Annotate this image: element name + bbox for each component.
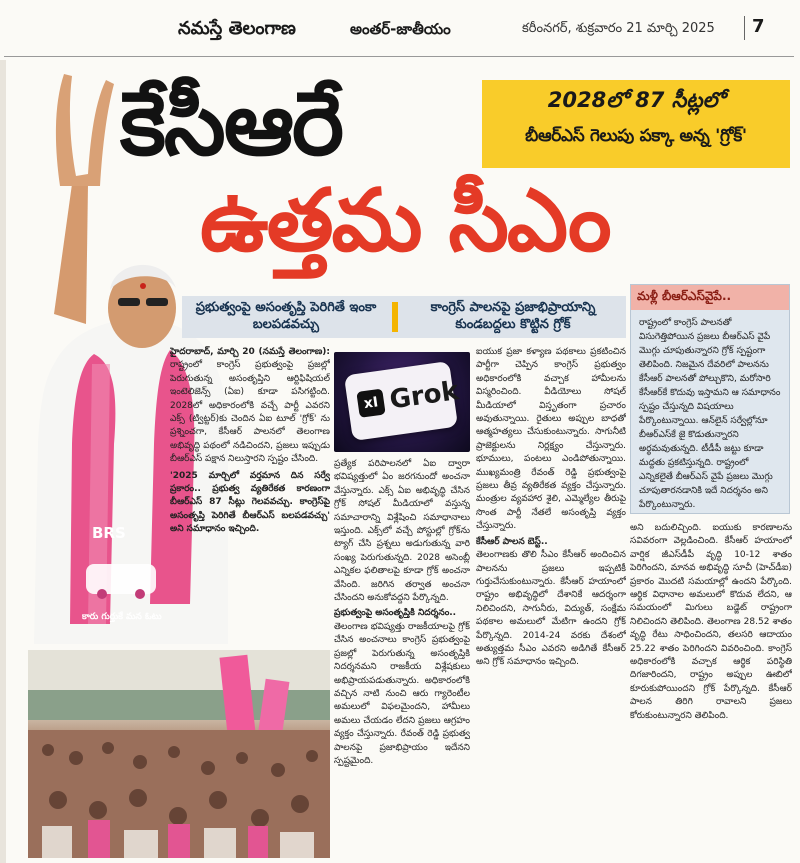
page-edge	[0, 60, 6, 863]
article-dateline: హైదరాబాద్, మార్చి 20 (నమస్తే తెలంగాణ):	[170, 347, 330, 357]
highlight-line-2: బీఆర్ఎస్ గెలుపు పక్కా అన్న 'గ్రోక్'	[525, 126, 747, 146]
page-number: 7	[752, 16, 765, 37]
phone-screen	[344, 361, 461, 441]
highlight-line-1: 2028లో 87 సీట్లలో	[547, 88, 725, 112]
dateline: కరీంనగర్, శుక్రవారం 21 మార్చి 2025	[522, 21, 715, 36]
grok-logo-icon: xI	[356, 389, 385, 418]
headline-line-1: కేసీఆరే	[120, 72, 343, 175]
article-col2-text-2: తెలంగాణ భవిష్యత్తు రాజకీయాలపై గ్రోక్ చేసిన అంచనాలు కాంగ్రెస్ ప్రభుత్వంపై ప్రజల్లో పెరుగుతున్న అసంతృప్తికి నిదర్శనమని రాజకీయ విశ్లేషకులు అభిప్రాయపడుతున్నారు. అధికారంలోకి వచ్చిన నాటి నుంచి ఆరు గ్యారెంటీల అమలులో విఫలమైందని, హామీలు అమలు చేయడం లేదని ప్రజలు ఆగ్రహం వ్యక్తం చేస్తున్నారు. రేవంత్ రెడ్డి ప్రభుత్వ పాలనపై ప్రజాభిప్రాయం ఇదేనని స్పష్టమైంది.	[334, 621, 470, 766]
masthead	[0, 0, 800, 56]
subheading-divider	[392, 302, 398, 332]
masthead-separator	[744, 16, 745, 40]
grok-wordmark: Grok	[387, 376, 461, 416]
article-col2-text: ప్రత్యేక పరిపాలనలో ఏఐ ద్వారా భవిష్యత్తులో ఏం జరగనుందో అంచనా వేస్తున్నారు. ఎక్స్ ఏఐ అభివృద్ధి చేసిన గ్రోక్ సోషల్ మీడియాలో వస్తున్న సమాచారాన్ని విశ్లేషించి సమాధానాలు ఇస్తుంది. ఎక్స్‌లో వచ్చే పోస్టుల్లో గ్రోక్‌ను ట్యాగ్ చేసి ప్రశ్నలు అడుగుతున్న వారి సంఖ్య పెరుగుతున్నది. 2028 అసెంబ్లీ ఎన్నికల ఫలితాలపై కూడా గ్రోక్ అంచనా వేసింది. జరిగిన తర్వాత అంచనా చేసిందని అనుకోవద్దని పేర్కొన్నది.	[334, 459, 470, 604]
article-col3-text-2: తెలంగాణకు తొలి సీఎం కేసీఆర్ అందించిన పాలనను ప్రజలు ఇప్పటికీ గుర్తుచేసుకుంటున్నారు. కేసీఆర్ హయాంలో రాష్ట్రం అభివృద్ధిలో దేశానికే ఆదర్శంగా నిలిచిందని, సాగునీరు, విద్యుత్, సంక్షేమ పథకాల అమలులో మేటిగా ఉందని గ్రోక్ పేర్కొన్నది. 2014-24 వరకు దేశంలో అత్యుత్తమ సీఎం ఎవరని అడిగితే కేసీఆర్ అని గ్రోక్ సమాధానం ఇచ్చింది.	[476, 550, 626, 668]
newspaper-brand: నమస్తే తెలంగాణ	[178, 18, 296, 39]
article-column-1	[170, 346, 330, 650]
subheading-bar	[182, 296, 626, 338]
crowd-photo	[28, 650, 330, 858]
article-col3-text: ఐయుక ప్రజా కళ్యాణ పథకాలు ప్రకటించిన పార్టీగా చెప్పిన కాంగ్రెస్ ప్రభుత్వం అధికారంలోకి వచ్చాక హామీలను విస్మరించింది. వీడియోలు సోషల్ మీడియాలో విస్తృతంగా ప్రచారం అవుతున్నాయి. రైతులు అప్పుల బాధతో ఆత్మహత్యలు చేసుకుంటున్నారు. సాగునీటి ప్రాజెక్టులను నిర్లక్ష్యం చేస్తున్నారు. భూములు, పంటలు ఎండిపోతున్నాయి. ముఖ్యమంత్రి రేవంత్ రెడ్డి ప్రభుత్వంపై ప్రజలు తీవ్ర వ్యతిరేకత వ్యక్తం చేస్తున్నారు. మంత్రుల వ్యవహార శైలి, ఎమ్మెల్యేల తీరుపై సొంత పార్టీ నేతలే అసంతృప్తి వ్యక్తం చేస్తున్నారు.	[476, 347, 626, 532]
masthead-rule	[4, 56, 794, 57]
subheading-left: ప్రభుత్వంపై అసంతృప్తి పెరిగితే ఇంకా బలపడవచ్చు	[195, 300, 377, 332]
grok-photo	[334, 352, 470, 452]
sidebar-heading: మళ్లీ బీఆర్ఎస్‌వైపే..	[631, 285, 789, 310]
article-column-2	[334, 458, 470, 858]
subheading-right: కాంగ్రెస్ పాలనపై ప్రజాభిప్రాయాన్ని కుండబద్దలు కొట్టిన గ్రోక్	[430, 300, 596, 332]
headline-line-2: ఉత్తమ సీఎం	[200, 171, 610, 271]
crowd-illustration	[28, 650, 330, 858]
article-intro: రాష్ట్రంలో కాంగ్రెస్ ప్రభుత్వంపై ప్రజల్లో పెరుగుతున్న అసంతృప్తిని ఆర్టిఫిషియల్ ఇంటెలిజెన్స్ (ఏఐ) కూడా పసిగట్టింది. 2028లో అధికారంలోకి వచ్చే పార్టీ ఎవరని ఎక్స్ (ట్విట్టర్)కు చెందిన ఏఐ టూల్ 'గ్రోక్' ను ప్రశ్నించగా, కేసీఆర్ పాలనలో తెలంగాణ అభివృద్ధి పథంలో నడిచిందని, ప్రజలు ఇప్పుడు బీఆర్ఎస్ పక్షాన నిలుస్తారని స్పష్టం చేసింది.	[170, 360, 330, 465]
article-quote: '2025 మార్చిలో వర్తమాన దిన సర్వే ప్రకారం.. ప్రభుత్వ వ్యతిరేకత కారణంగా బీఆర్ఎస్ 87 సీట్లు గెలవవచ్చు. కాంగ్రెస్‌పై అసంతృప్తి పెరిగితే బీఆర్ఎస్ బలపడవచ్చు' అని సమాధానం ఇచ్చింది.	[170, 470, 330, 535]
sidebar-body: రాష్ట్రంలో కాంగ్రెస్ పాలనతో విసుగెత్తిపోయిన ప్రజలు బీఆర్ఎస్ వైపే మొగ్గు చూపుతున్నారని గ్రోక్ స్పష్టంగా తెలిపింది. నిజమైన దేవరిలో పాలనను కేసీఆర్ పాలనతో పోల్చుకొని, మరోసారి కేసీఆర్‌కే కొదువు ఇస్తామని ఆ సమాధానం స్పష్టం చేస్తున్నది విషయాలు పేర్కొంటున్నాయి. ఆన్‌లైన్ సర్వేల్లోనూ బీఆర్ఎస్‌కే జై కొడుతున్నారని అర్థమవుతున్నది. టీడీపీ జట్టు కూడా మద్దతు ప్రకటిస్తున్నది. రాష్ట్రంలో ఎన్నికలైతే బీఆర్ఎస్ వైపే ప్రజలు మొగ్గు చూపుతారనడానికి ఇదే నిదర్శనం అని పేర్కొంటున్నారు.	[639, 318, 781, 510]
article-subheading-2: కేసీఆర్ పాలన బెస్ట్..	[476, 536, 548, 547]
highlight-box	[482, 80, 790, 168]
sidebar-box	[630, 284, 790, 514]
article-subheading: ప్రభుత్వంపై అసంతృప్తికి నిదర్శనం..	[334, 608, 457, 619]
article-column-4: అని బదులిచ్చింది. ఐయుకు కారణాలను సవివరంగా వెల్లడించింది. కేసీఆర్ హయాంలో వార్షిక జీఎస్‌డీపీ వృద్ధి 10-12 శాతం పెరిగిందని, మానవ అభివృద్ధి సూచీ (హెచ్‌డీఐ) ప్రకారం మొదటి సమయాల్లో ఉందని పేర్కొంది. ఆర్థిక విధానాల అమలులో కొదువ లేదని, ఆ సమయంలో మిగులు బడ్జెట్ రాష్ట్రంగా నిలిచిందని తెలిపింది. తెలంగాణ 28.52 శాతం వృద్ధి రేటు సాధించిందని, తలసరి ఆదాయం 25.22 శాతం పెరిగిందని వివరించింది. కాంగ్రెస్ అధికారంలోకి వచ్చాక ఆర్థిక పరిస్థితి దిగజారిందని, రాష్ట్రం అప్పుల ఊబిలో కూరుకుపోయిందని గ్రోక్ పేర్కొన్నది. కేసీఆర్ పాలన తిరిగి రావాలని ప్రజలు కోరుకుంటున్నారని తెలిపింది.	[630, 523, 792, 721]
scarf-caption: కారు గుర్తుకే మన ఓటు	[82, 612, 162, 622]
scarf-text: BRS	[92, 524, 126, 542]
section-name: అంతర్-జాతీయం	[350, 20, 451, 38]
article-column-3	[476, 346, 626, 858]
